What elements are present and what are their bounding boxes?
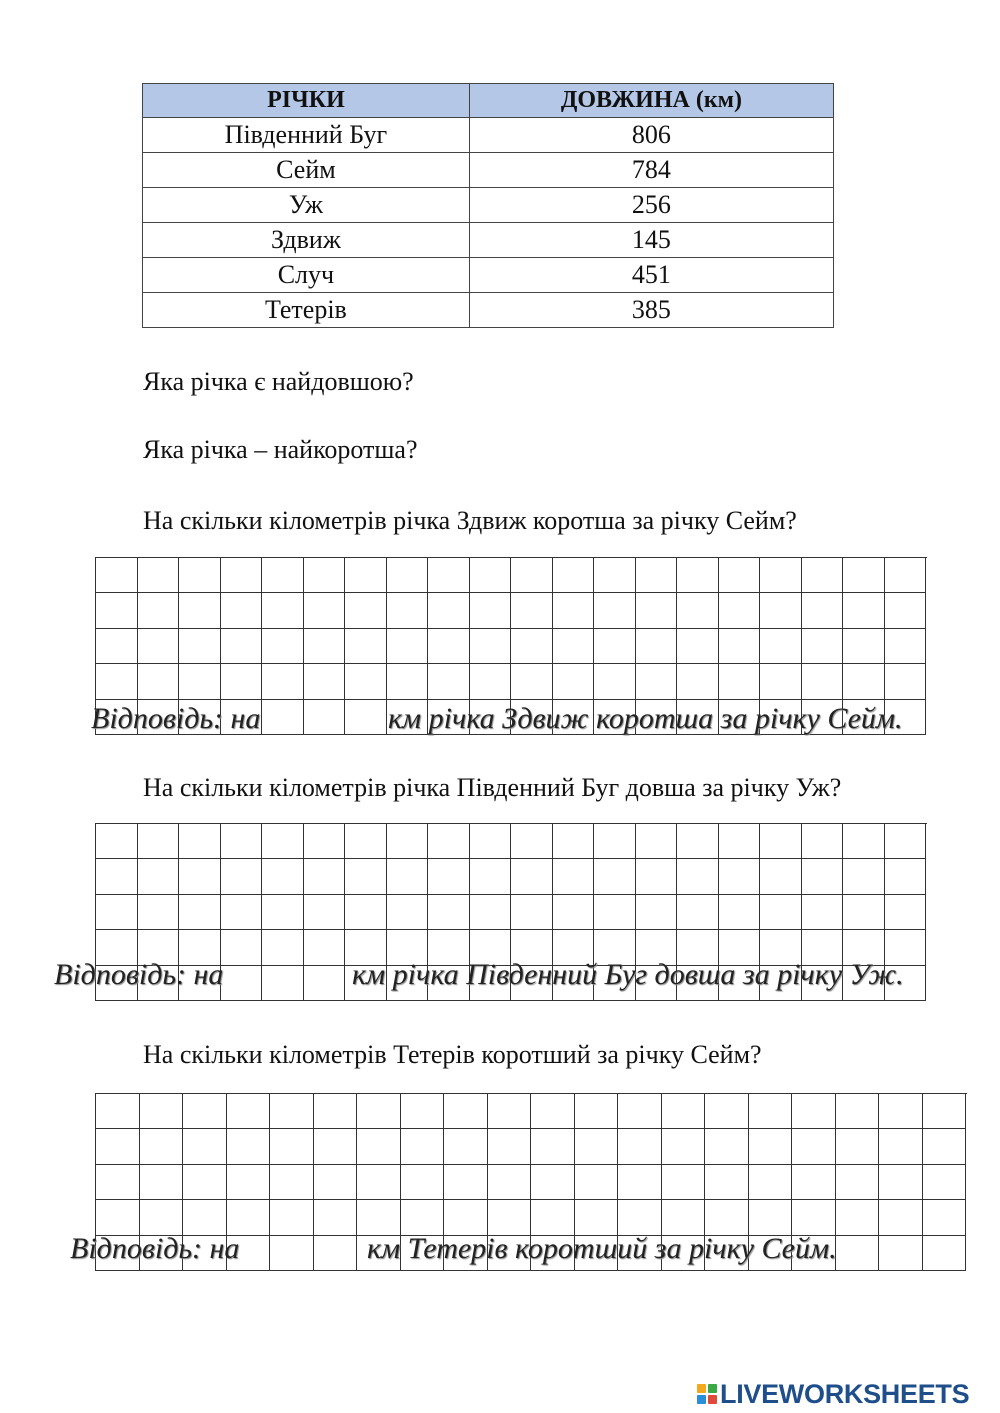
grid-cell[interactable] [183, 1094, 227, 1129]
grid-cell[interactable] [262, 859, 304, 894]
grid-cell[interactable] [511, 558, 553, 593]
grid-cell[interactable] [760, 664, 802, 699]
grid-cell[interactable] [96, 593, 138, 628]
grid-cell[interactable] [719, 593, 761, 628]
answer-suffix: км річка Здвиж коротша за річку Сейм. [388, 702, 903, 735]
grid-cell[interactable] [183, 1165, 227, 1200]
grid-cell[interactable] [401, 1200, 445, 1235]
grid-cell[interactable] [749, 1200, 793, 1235]
grid-cell[interactable] [428, 629, 470, 664]
grid-cell[interactable] [304, 895, 346, 930]
grid-cell[interactable] [843, 824, 885, 859]
grid-cell[interactable] [270, 1165, 314, 1200]
grid-cell[interactable] [760, 824, 802, 859]
grid-cell[interactable] [387, 824, 429, 859]
answer-suffix: км річка Південний Буг довша за річку Уж. [352, 958, 904, 991]
grid-cell[interactable] [345, 558, 387, 593]
table-row [143, 293, 834, 328]
grid-cell[interactable] [314, 1129, 358, 1164]
logo-block [697, 1384, 706, 1393]
grid-cell[interactable] [594, 629, 636, 664]
grid-cell[interactable] [357, 1200, 401, 1235]
liveworksheets-logo [697, 1376, 969, 1412]
grid-cell[interactable] [705, 1200, 749, 1235]
grid-cell[interactable] [719, 558, 761, 593]
river-name: Тетерів [143, 293, 470, 328]
grid-cell[interactable] [879, 1129, 923, 1164]
grid-cell[interactable] [96, 1129, 140, 1164]
grid-cell[interactable] [677, 558, 719, 593]
river-length: 256 [469, 188, 833, 223]
grid-cell[interactable] [553, 664, 595, 699]
grid-cell[interactable] [636, 859, 678, 894]
grid-cell[interactable] [511, 859, 553, 894]
grid-cell[interactable] [843, 859, 885, 894]
grid-cell[interactable] [836, 1094, 880, 1129]
grid-cell[interactable] [357, 1094, 401, 1129]
grid-cell[interactable] [304, 593, 346, 628]
grid-cell[interactable] [345, 664, 387, 699]
grid-cell[interactable] [179, 593, 221, 628]
grid-cell[interactable] [879, 1165, 923, 1200]
grid-cell[interactable] [470, 824, 512, 859]
grid-cell[interactable] [802, 824, 844, 859]
grid-cell[interactable] [749, 1094, 793, 1129]
grid-cell[interactable] [488, 1094, 532, 1129]
grid-cell[interactable] [270, 1094, 314, 1129]
grid-cell[interactable] [357, 1165, 401, 1200]
grid-cell[interactable] [304, 824, 346, 859]
answer-prefix: Відповідь: на [54, 958, 224, 991]
grid-cell[interactable] [618, 1165, 662, 1200]
table-row [143, 223, 834, 258]
grid-cell[interactable] [221, 930, 263, 965]
grid-cell[interactable] [618, 1129, 662, 1164]
grid-cell[interactable] [531, 1129, 575, 1164]
grid-cell[interactable] [802, 629, 844, 664]
grid-cell[interactable] [677, 824, 719, 859]
grid-cell[interactable] [677, 629, 719, 664]
grid-cell[interactable] [444, 1200, 488, 1235]
grid-cell[interactable] [511, 664, 553, 699]
grid-cell[interactable] [636, 593, 678, 628]
grid-cell[interactable] [553, 859, 595, 894]
grid-cell[interactable] [594, 895, 636, 930]
grid-cell[interactable] [705, 1129, 749, 1164]
grid-cell[interactable] [444, 1094, 488, 1129]
grid-cell[interactable] [387, 859, 429, 894]
grid-cell[interactable] [705, 1094, 749, 1129]
grid-cell[interactable] [387, 629, 429, 664]
river-length: 451 [469, 258, 833, 293]
grid-cell[interactable] [470, 558, 512, 593]
grid-cell[interactable] [96, 1200, 140, 1235]
grid-cell[interactable] [304, 859, 346, 894]
grid-cell[interactable] [885, 629, 927, 664]
grid-cell[interactable] [179, 859, 221, 894]
grid-cell[interactable] [923, 1129, 967, 1164]
grid-cell[interactable] [594, 859, 636, 894]
grid-cell[interactable] [387, 895, 429, 930]
logo-block [708, 1384, 717, 1393]
grid-cell[interactable] [387, 593, 429, 628]
grid-cell[interactable] [749, 1165, 793, 1200]
grid-cell[interactable] [594, 824, 636, 859]
grid-cell[interactable] [760, 859, 802, 894]
grid-cell[interactable] [719, 824, 761, 859]
answer-suffix: км Тетерів коротший за річку Сейм. [367, 1232, 837, 1265]
river-length: 784 [469, 153, 833, 188]
grid-cell[interactable] [575, 1129, 619, 1164]
grid-cell[interactable] [138, 629, 180, 664]
grid-cell[interactable] [96, 1165, 140, 1200]
grid-cell[interactable] [179, 824, 221, 859]
grid-cell[interactable] [304, 966, 346, 1001]
grid-cell[interactable] [221, 664, 263, 699]
grid-cell[interactable] [140, 1165, 184, 1200]
grid-cell[interactable] [444, 1165, 488, 1200]
grid-cell[interactable] [345, 895, 387, 930]
grid-cell[interactable] [511, 824, 553, 859]
grid-cell[interactable] [531, 1094, 575, 1129]
grid-cell[interactable] [836, 1129, 880, 1164]
river-name: Случ [143, 258, 470, 293]
grid-cell[interactable] [792, 1165, 836, 1200]
grid-cell[interactable] [262, 593, 304, 628]
grid-cell[interactable] [760, 558, 802, 593]
grid-cell[interactable] [488, 1200, 532, 1235]
grid-cell[interactable] [345, 593, 387, 628]
grid-cell[interactable] [304, 664, 346, 699]
grid-cell[interactable] [262, 664, 304, 699]
question-zdvyzh-seim: На скільки кілометрів річка Здвиж коротша за річку Сейм? [143, 506, 797, 535]
grid-cell[interactable] [183, 1129, 227, 1164]
grid-cell[interactable] [96, 1094, 140, 1129]
rivers-table [142, 83, 834, 328]
grid-cell[interactable] [262, 930, 304, 965]
grid-cell[interactable] [221, 895, 263, 930]
grid-cell[interactable] [138, 824, 180, 859]
grid-cell[interactable] [304, 930, 346, 965]
grid-cell[interactable] [96, 629, 138, 664]
grid-cell[interactable] [531, 1200, 575, 1235]
grid-cell[interactable] [531, 1165, 575, 1200]
grid-cell[interactable] [553, 629, 595, 664]
grid-cell[interactable] [885, 824, 927, 859]
grid-cell[interactable] [802, 558, 844, 593]
grid-cell[interactable] [843, 895, 885, 930]
table-row [143, 153, 834, 188]
grid-cell[interactable] [179, 664, 221, 699]
river-name: Здвиж [143, 223, 470, 258]
grid-cell[interactable] [885, 593, 927, 628]
grid-cell[interactable] [221, 593, 263, 628]
grid-cell[interactable] [677, 593, 719, 628]
grid-cell[interactable] [885, 664, 927, 699]
grid-cell[interactable] [553, 895, 595, 930]
grid-cell[interactable] [843, 558, 885, 593]
table-row [143, 188, 834, 223]
grid-cell[interactable] [677, 664, 719, 699]
grid-cell[interactable] [662, 1165, 706, 1200]
grid-cell[interactable] [96, 859, 138, 894]
grid-cell[interactable] [488, 1129, 532, 1164]
grid-cell[interactable] [345, 700, 387, 735]
grid-cell[interactable] [662, 1200, 706, 1235]
river-length: 806 [469, 118, 833, 153]
grid-cell[interactable] [802, 593, 844, 628]
grid-cell[interactable] [428, 859, 470, 894]
grid-cell[interactable] [183, 1200, 227, 1235]
grid-cell[interactable] [836, 1236, 880, 1271]
grid-cell[interactable] [470, 593, 512, 628]
grid-cell[interactable] [387, 664, 429, 699]
grid-cell[interactable] [387, 558, 429, 593]
grid-cell[interactable] [879, 1236, 923, 1271]
grid-cell[interactable] [636, 664, 678, 699]
grid-cell[interactable] [802, 859, 844, 894]
header-rivers: РІЧКИ [143, 84, 470, 118]
grid-cell[interactable] [879, 1200, 923, 1235]
grid-cell[interactable] [270, 1129, 314, 1164]
grid-cell[interactable] [270, 1236, 314, 1271]
grid-cell[interactable] [792, 1129, 836, 1164]
grid-cell[interactable] [345, 629, 387, 664]
grid-cell[interactable] [221, 629, 263, 664]
grid-cell[interactable] [470, 664, 512, 699]
grid-cell[interactable] [314, 1236, 358, 1271]
grid-cell[interactable] [138, 859, 180, 894]
grid-cell[interactable] [227, 1129, 271, 1164]
grid-cell[interactable] [138, 664, 180, 699]
grid-cell[interactable] [553, 593, 595, 628]
grid-cell[interactable] [636, 895, 678, 930]
grid-cell[interactable] [575, 1094, 619, 1129]
grid-cell[interactable] [843, 629, 885, 664]
grid-cell[interactable] [314, 1094, 358, 1129]
grid-cell[interactable] [802, 664, 844, 699]
grid-cell[interactable] [470, 895, 512, 930]
grid-cell[interactable] [511, 593, 553, 628]
grid-cell[interactable] [636, 558, 678, 593]
grid-cell[interactable] [96, 664, 138, 699]
grid-cell[interactable] [179, 558, 221, 593]
grid-cell[interactable] [749, 1129, 793, 1164]
grid-cell[interactable] [923, 1165, 967, 1200]
logo-block [697, 1395, 706, 1404]
grid-cell[interactable] [304, 629, 346, 664]
grid-cell[interactable] [96, 824, 138, 859]
grid-cell[interactable] [879, 1094, 923, 1129]
table-row [143, 118, 834, 153]
grid-cell[interactable] [885, 558, 927, 593]
grid-cell[interactable] [836, 1165, 880, 1200]
grid-cell[interactable] [401, 1129, 445, 1164]
grid-cell[interactable] [428, 558, 470, 593]
grid-cell[interactable] [470, 629, 512, 664]
grid-cell[interactable] [636, 629, 678, 664]
grid-cell[interactable] [719, 859, 761, 894]
grid-cell[interactable] [138, 593, 180, 628]
grid-cell[interactable] [470, 859, 512, 894]
header-length: ДОВЖИНА (км) [469, 84, 833, 118]
grid-cell[interactable] [760, 593, 802, 628]
grid-cell[interactable] [594, 558, 636, 593]
grid-cell[interactable] [618, 1094, 662, 1129]
grid-cell[interactable] [760, 895, 802, 930]
grid-cell[interactable] [345, 859, 387, 894]
grid-cell[interactable] [677, 895, 719, 930]
grid-cell[interactable] [719, 895, 761, 930]
grid-cell[interactable] [511, 629, 553, 664]
grid-cell[interactable] [221, 824, 263, 859]
grid-cell[interactable] [314, 1165, 358, 1200]
grid-cell[interactable] [923, 1200, 967, 1235]
grid-cell[interactable] [221, 859, 263, 894]
grid-cell[interactable] [140, 1129, 184, 1164]
grid-cell[interactable] [179, 895, 221, 930]
grid-cell[interactable] [428, 895, 470, 930]
grid-cell[interactable] [636, 824, 678, 859]
grid-cell[interactable] [594, 593, 636, 628]
grid-cell[interactable] [618, 1200, 662, 1235]
grid-cell[interactable] [428, 593, 470, 628]
grid-cell[interactable] [140, 1094, 184, 1129]
grid-cell[interactable] [96, 895, 138, 930]
grid-cell[interactable] [140, 1200, 184, 1235]
grid-cell[interactable] [885, 859, 927, 894]
grid-cell[interactable] [401, 1165, 445, 1200]
grid-cell[interactable] [923, 1236, 967, 1271]
grid-cell[interactable] [357, 1129, 401, 1164]
grid-cell[interactable] [923, 1094, 967, 1129]
river-name: Сейм [143, 153, 470, 188]
grid-cell[interactable] [843, 664, 885, 699]
grid-cell[interactable] [428, 664, 470, 699]
question-bug-uzh: На скільки кілометрів річка Південний Буг довша за річку Уж? [143, 773, 842, 802]
river-length: 145 [469, 223, 833, 258]
river-name: Південний Буг [143, 118, 470, 153]
question-shortest: Яка річка – найкоротша? [143, 435, 418, 464]
grid-cell[interactable] [221, 558, 263, 593]
grid-cell[interactable] [179, 629, 221, 664]
question-teteriv-seim: На скільки кілометрів Тетерів коротший за річку Сейм? [143, 1040, 762, 1069]
grid-cell[interactable] [227, 1094, 271, 1129]
grid-cell[interactable] [262, 558, 304, 593]
grid-cell[interactable] [677, 859, 719, 894]
grid-cell[interactable] [553, 558, 595, 593]
river-name: Уж [143, 188, 470, 223]
grid-cell[interactable] [594, 664, 636, 699]
grid-cell[interactable] [262, 629, 304, 664]
grid-cell[interactable] [719, 629, 761, 664]
grid-cell[interactable] [836, 1200, 880, 1235]
grid-cell[interactable] [705, 1165, 749, 1200]
grid-cell[interactable] [221, 966, 263, 1001]
grid-cell[interactable] [575, 1165, 619, 1200]
grid-cell[interactable] [488, 1165, 532, 1200]
grid-cell[interactable] [428, 824, 470, 859]
grid-cell[interactable] [444, 1129, 488, 1164]
logo-text: LIVEWORKSHEETS [720, 1378, 970, 1409]
table-row [143, 258, 834, 293]
grid-cell[interactable] [262, 700, 304, 735]
grid-cell[interactable] [96, 558, 138, 593]
river-length: 385 [469, 293, 833, 328]
grid-cell[interactable] [138, 895, 180, 930]
grid-cell[interactable] [760, 629, 802, 664]
question-longest: Яка річка є найдовшою? [143, 367, 414, 396]
table-header-row [143, 84, 834, 118]
grid-cell[interactable] [662, 1094, 706, 1129]
grid-cell[interactable] [843, 593, 885, 628]
grid-cell[interactable] [262, 824, 304, 859]
answer-prefix: Відповідь: на [70, 1232, 240, 1265]
grid-cell[interactable] [792, 1094, 836, 1129]
grid-cell[interactable] [262, 895, 304, 930]
grid-cell[interactable] [553, 824, 595, 859]
grid-cell[interactable] [401, 1094, 445, 1129]
grid-cell[interactable] [227, 1165, 271, 1200]
grid-cell[interactable] [304, 700, 346, 735]
grid-cell[interactable] [314, 1200, 358, 1235]
grid-cell[interactable] [138, 558, 180, 593]
grid-cell[interactable] [304, 558, 346, 593]
grid-cell[interactable] [262, 966, 304, 1001]
grid-cell[interactable] [662, 1129, 706, 1164]
grid-cell[interactable] [885, 895, 927, 930]
grid-cell[interactable] [345, 824, 387, 859]
grid-cell[interactable] [270, 1200, 314, 1235]
answer-prefix: Відповідь: на [91, 702, 261, 735]
logo-block [708, 1395, 717, 1404]
grid-cell[interactable] [511, 895, 553, 930]
logo-blocks-icon [697, 1384, 717, 1404]
grid-cell[interactable] [802, 895, 844, 930]
grid-cell[interactable] [719, 664, 761, 699]
grid-cell[interactable] [227, 1200, 271, 1235]
grid-cell[interactable] [575, 1200, 619, 1235]
grid-cell[interactable] [792, 1200, 836, 1235]
